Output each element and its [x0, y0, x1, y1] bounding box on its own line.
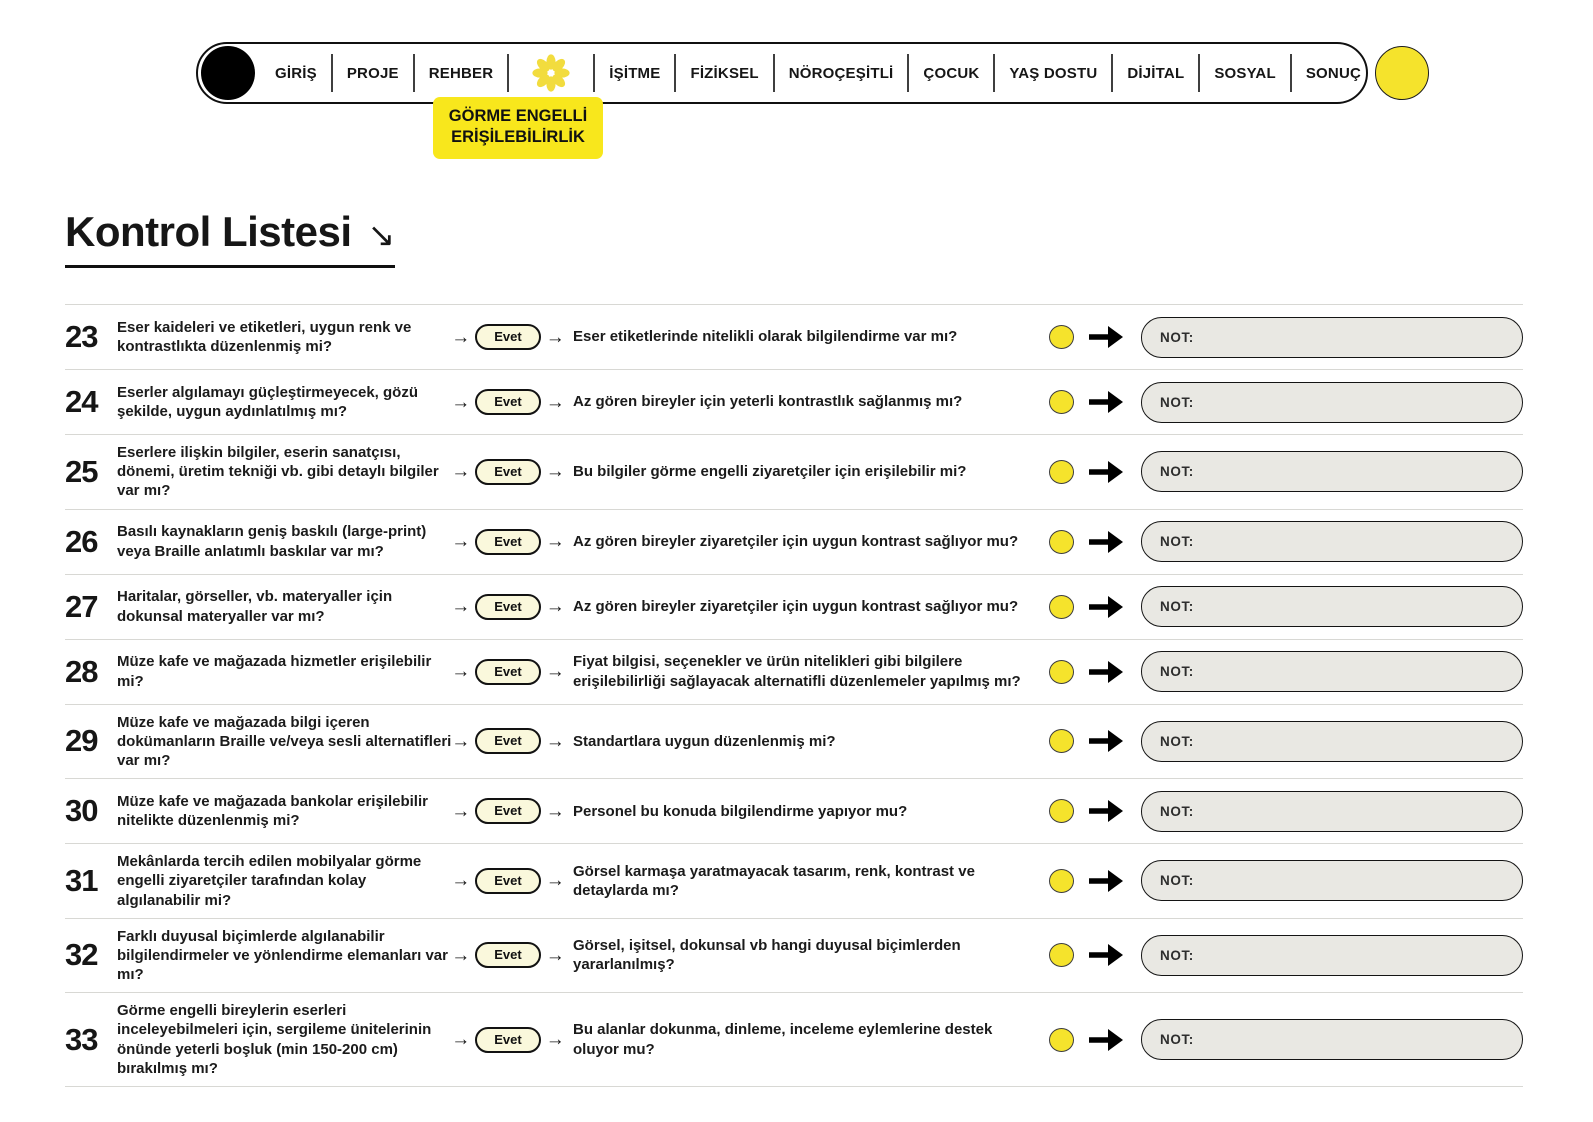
note-field-label: NOT: [1160, 464, 1194, 480]
question-secondary: Görsel karmaşa yaratmayacak tasarım, renk, kontrast ve detaylarda mı? [573, 862, 975, 899]
arrow-right-icon: → [451, 531, 471, 553]
bold-arrow-right-icon [1087, 1027, 1125, 1053]
note-field-label: NOT: [1160, 394, 1194, 410]
row-number: 30 [65, 793, 98, 829]
bold-arrow-right-icon [1087, 529, 1125, 555]
status-cell [1049, 389, 1141, 415]
bold-arrow-right-icon [1087, 798, 1125, 824]
arrow-right-icon: → [545, 531, 565, 553]
answer-cell [451, 324, 565, 350]
bold-arrow-right-icon [1087, 868, 1125, 894]
question-primary: Müze kafe ve mağazada bankolar erişilebilir nitelikte düzenlenmiş mi? [117, 792, 428, 830]
evet-button[interactable]: Evet [475, 942, 540, 968]
question-primary: Görme engelli bireylerin eserleri inceleyebilmeleri için, sergileme ünitelerinin önünde yeterli boşluk (min 150-200 cm) bırakılmış mı? [117, 1002, 432, 1077]
arrow-right-icon: → [451, 800, 471, 822]
status-dot[interactable] [1049, 729, 1074, 753]
status-dot[interactable] [1049, 869, 1074, 893]
question-primary: Müze kafe ve mağazada bilgi içeren dokümanların Braille ve/veya sesli alternatifleri var mı? [117, 713, 452, 769]
evet-button[interactable]: Evet [475, 594, 540, 620]
evet-button[interactable]: Evet [475, 389, 540, 415]
bold-arrow-right-icon [1087, 942, 1125, 968]
status-cell [1049, 459, 1141, 485]
arrow-right-icon: → [451, 596, 471, 618]
nav-end-dot [1375, 46, 1429, 100]
answer-cell [451, 1027, 565, 1053]
nav-item-2[interactable]: NÖROÇEŞİTLİ [773, 54, 908, 92]
bold-arrow-right-icon [1087, 389, 1125, 415]
note-field-label: NOT: [1160, 733, 1194, 749]
question-secondary: Bu bilgiler görme engelli ziyaretçiler için erişilebilir mi? [573, 463, 967, 481]
arrow-right-icon: → [451, 661, 471, 683]
answer-cell [451, 459, 565, 485]
nav-item-0[interactable]: GİRİŞ [275, 64, 317, 82]
note-field-label: NOT: [1160, 534, 1194, 550]
note-field[interactable] [1141, 860, 1523, 901]
question-secondary: Standartlara uygun düzenlenmiş mi? [573, 732, 836, 750]
top-navigation [196, 42, 1368, 147]
arrow-right-icon: → [545, 596, 565, 618]
question-primary: Müze kafe ve mağazada hizmetler erişilebilir mi? [117, 653, 432, 690]
row-number: 26 [65, 523, 98, 559]
question-secondary: Az gören bireyler ziyaretçiler için uygun kontrast sağlıyor mu? [573, 597, 1019, 615]
status-cell [1049, 324, 1141, 350]
row-number: 24 [65, 384, 98, 419]
southeast-arrow-icon: ↘ [367, 215, 395, 253]
evet-button[interactable]: Evet [475, 728, 540, 754]
nav-item-6[interactable]: SOSYAL [1198, 54, 1290, 92]
status-dot[interactable] [1049, 943, 1074, 967]
status-cell [1049, 942, 1141, 968]
evet-button[interactable]: Evet [475, 459, 540, 485]
nav-start-dot [201, 46, 255, 100]
nav-item-4[interactable]: YAŞ DOSTU [993, 54, 1111, 92]
note-field[interactable] [1141, 791, 1523, 832]
status-dot[interactable] [1049, 390, 1074, 414]
nav-item-5[interactable]: DİJİTAL [1111, 54, 1198, 92]
note-field-label: NOT: [1160, 329, 1194, 345]
question-secondary: Personel bu konuda bilgilendirme yapıyor mu? [573, 802, 908, 820]
tab-gorme-engelli[interactable] [507, 54, 593, 92]
note-field-label: NOT: [1160, 803, 1194, 819]
note-field-label: NOT: [1160, 873, 1194, 889]
page-title [65, 208, 395, 268]
arrow-right-icon: → [545, 730, 565, 752]
arrow-right-icon: → [451, 326, 471, 348]
status-dot[interactable] [1049, 530, 1074, 554]
row-number: 29 [65, 723, 98, 759]
status-cell [1049, 594, 1141, 620]
row-number: 31 [65, 862, 98, 898]
question-primary: Eserlere ilişkin bilgiler, eserin sanatçısı, dönemi, üretim tekniği vb. gibi detaylı bilgiler var mı? [117, 444, 439, 500]
bold-arrow-right-icon [1087, 659, 1125, 685]
question-secondary: Fiyat bilgisi, seçenekler ve ürün nitelikleri gibi bilgilere erişilebilirliği sağlayacak alternatifli düzenlemeler yapılmış mı? [573, 653, 1021, 690]
checklist-row [65, 843, 1523, 918]
arrow-right-icon: → [545, 391, 565, 413]
note-field-label: NOT: [1160, 947, 1194, 963]
evet-button[interactable]: Evet [475, 529, 540, 555]
question-secondary: Eser etiketlerinde nitelikli olarak bilgilendirme var mı? [573, 328, 958, 346]
checklist-row [65, 509, 1523, 574]
question-primary: Eser kaideleri ve etiketleri, uygun renk ve kontrastlıkta düzenlenmiş mi? [117, 318, 412, 355]
nav-items-right [593, 54, 1375, 92]
row-number: 27 [65, 588, 98, 624]
note-field[interactable] [1141, 521, 1523, 562]
answer-cell [451, 389, 565, 415]
arrow-right-icon: → [451, 944, 471, 966]
nav-item-2[interactable]: REHBER [413, 54, 508, 92]
status-cell [1049, 728, 1141, 754]
bold-arrow-right-icon [1087, 324, 1125, 350]
note-field[interactable] [1141, 451, 1523, 492]
arrow-right-icon: → [545, 870, 565, 892]
checklist-row [65, 704, 1523, 779]
status-dot[interactable] [1049, 460, 1074, 484]
arrow-right-icon: → [451, 870, 471, 892]
status-cell [1049, 798, 1141, 824]
evet-button[interactable]: Evet [475, 868, 540, 894]
status-dot[interactable] [1049, 595, 1074, 619]
bold-arrow-right-icon [1087, 459, 1125, 485]
answer-cell [451, 942, 565, 968]
nav-item-0[interactable]: İŞİTME [593, 54, 674, 92]
row-number: 32 [65, 937, 98, 973]
checklist-row [65, 434, 1523, 509]
note-field[interactable] [1141, 1019, 1523, 1060]
note-field[interactable] [1141, 651, 1523, 692]
arrow-right-icon: → [451, 1029, 471, 1051]
arrow-right-icon: → [545, 661, 565, 683]
answer-cell [451, 594, 565, 620]
arrow-right-icon: → [545, 326, 565, 348]
bold-arrow-right-icon [1087, 728, 1125, 754]
answer-cell [451, 868, 565, 894]
nav-item-1[interactable]: PROJE [331, 54, 413, 92]
evet-button[interactable]: Evet [475, 798, 540, 824]
arrow-right-icon: → [451, 461, 471, 483]
propeller-asterisk-icon [531, 53, 571, 93]
status-cell [1049, 1027, 1141, 1053]
status-dot[interactable] [1049, 799, 1074, 823]
note-field-label: NOT: [1160, 1032, 1194, 1048]
question-secondary: Az gören bireyler ziyaretçiler için uygun kontrast sağlıyor mu? [573, 532, 1019, 550]
answer-cell [451, 529, 565, 555]
note-field[interactable] [1141, 317, 1523, 358]
status-cell [1049, 868, 1141, 894]
question-secondary: Bu alanlar dokunma, dinleme, inceleme eylemlerine destek oluyor mu? [573, 1021, 993, 1058]
question-primary: Haritalar, görseller, vb. materyaller için dokunsal materyaller var mı? [117, 588, 393, 625]
arrow-right-icon: → [545, 800, 565, 822]
status-dot[interactable] [1049, 660, 1074, 684]
evet-button[interactable]: Evet [475, 659, 540, 685]
status-dot[interactable] [1049, 325, 1074, 349]
checklist-row [65, 369, 1523, 434]
arrow-right-icon: → [545, 1029, 565, 1051]
active-section-badge[interactable] [433, 97, 603, 159]
row-number: 28 [65, 653, 98, 689]
checklist-row [65, 778, 1523, 843]
note-field-label: NOT: [1160, 664, 1194, 680]
question-primary: Eserler algılamayı güçleştirmeyecek, gözü şekilde, uygun aydınlatılmış mı? [117, 383, 418, 420]
question-primary: Basılı kaynakların geniş baskılı (large-print) veya Braille anlatımlı baskılar var mı? [117, 523, 427, 560]
note-field[interactable] [1141, 382, 1523, 423]
nav-items-left [261, 54, 507, 92]
evet-button[interactable]: Evet [475, 1027, 540, 1053]
bold-arrow-right-icon [1087, 594, 1125, 620]
status-cell [1049, 659, 1141, 685]
question-primary: Mekânlarda tercih edilen mobilyalar görme engelli ziyaretçiler tarafından kolay algılanabilir mi? [117, 853, 422, 909]
nav-bar [196, 42, 1368, 104]
row-number: 25 [65, 453, 98, 489]
question-secondary: Görsel, işitsel, dokunsal vb hangi duyusal biçimlerden yararlanılmış? [573, 937, 961, 974]
answer-cell [451, 659, 565, 685]
arrow-right-icon: → [545, 461, 565, 483]
nav-item-1[interactable]: FİZİKSEL [674, 54, 772, 92]
status-dot[interactable] [1049, 1028, 1074, 1052]
arrow-right-icon: → [451, 391, 471, 413]
note-field[interactable] [1141, 935, 1523, 976]
note-field[interactable] [1141, 586, 1523, 627]
active-section-line2: ERİŞİLEBİLİRLİK [451, 128, 585, 147]
answer-cell [451, 798, 565, 824]
row-number: 23 [65, 319, 98, 354]
checklist [65, 304, 1523, 1087]
active-section-line1: GÖRME ENGELLİ [448, 107, 588, 125]
page-title-text: Kontrol Listesi [65, 208, 352, 255]
note-field-label: NOT: [1160, 599, 1194, 615]
checklist-row [65, 992, 1523, 1086]
arrow-right-icon: → [545, 944, 565, 966]
question-primary: Farklı duyusal biçimlerde algılanabilir bilgilendirmeler ve yönlendirme elemanları var mı? [117, 927, 448, 984]
checklist-row [65, 574, 1523, 639]
arrow-right-icon: → [451, 730, 471, 752]
answer-cell [451, 728, 565, 754]
checklist-row [65, 918, 1523, 993]
checklist-row [65, 639, 1523, 704]
nav-item-7[interactable]: SONUÇ [1290, 54, 1375, 92]
nav-item-3[interactable]: ÇOCUK [907, 54, 993, 92]
note-field[interactable] [1141, 721, 1523, 762]
question-secondary: Az gören bireyler için yeterli kontrastlık sağlanmış mı? [573, 393, 963, 411]
status-cell [1049, 529, 1141, 555]
row-number: 33 [65, 1021, 98, 1057]
checklist-row [65, 304, 1523, 369]
evet-button[interactable]: Evet [475, 324, 540, 350]
